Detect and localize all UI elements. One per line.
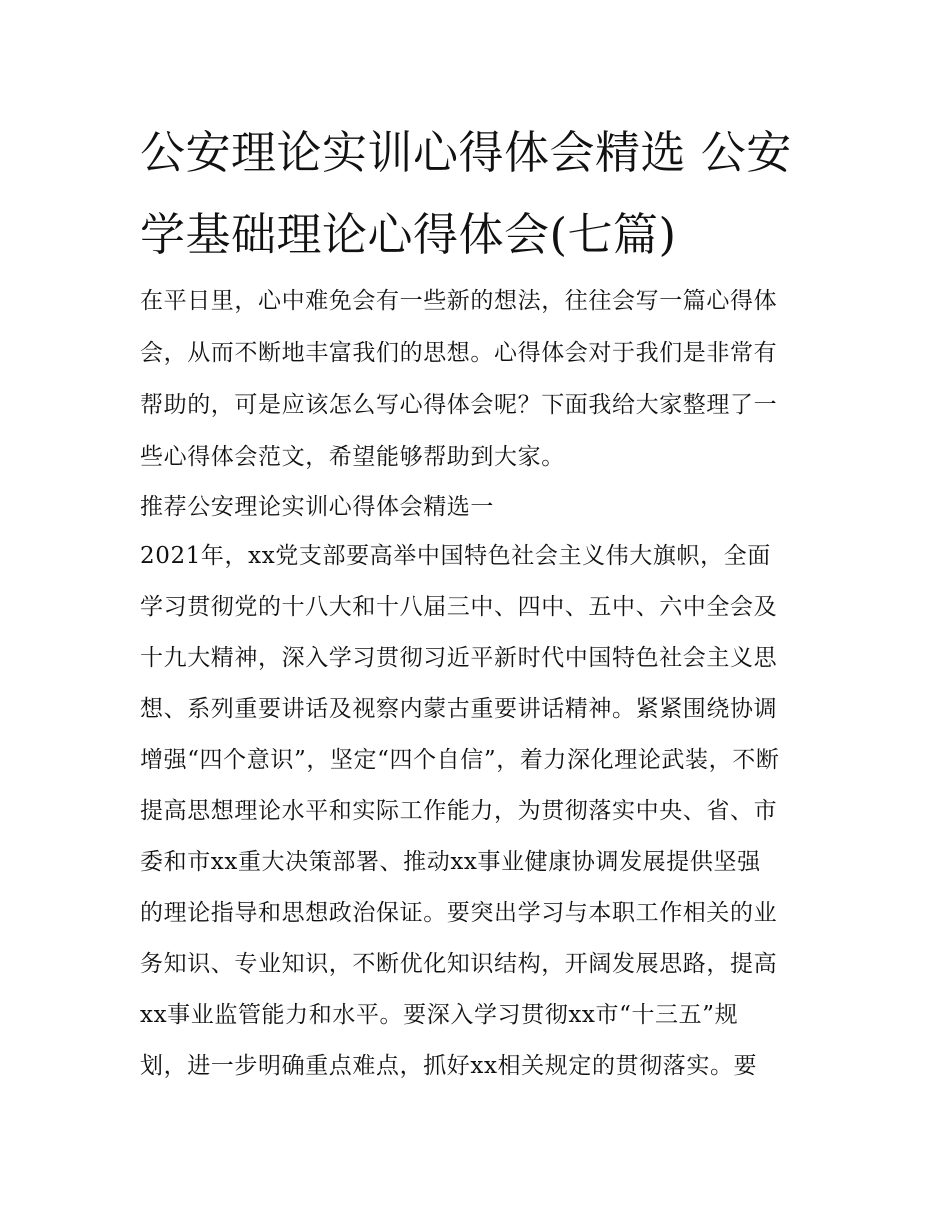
section-heading: 推荐公安理论实训心得体会精选一 xyxy=(140,494,494,520)
body-line: 提高思想理论水平和实际工作能力，为贯彻落实中央、省、市 xyxy=(140,798,778,824)
body-line: 划，进一步明确重点难点，抓好xx相关规定的贯彻落实。要 xyxy=(140,1053,758,1079)
body-line: 想、系列重要讲话及视察内蒙古重要讲话精神。紧紧围绕协调 xyxy=(140,696,778,722)
intro-line: 帮助的，可是应该怎么写心得体会呢？下面我给大家整理了一 xyxy=(140,392,778,418)
body-line: 2021年，xx党支部要高举中国特色社会主义伟大旗帜，全面 xyxy=(140,543,771,569)
body-line: 的理论指导和思想政治保证。要突出学习与本职工作相关的业 xyxy=(140,900,778,926)
intro-line: 些心得体会范文，希望能够帮助到大家。 xyxy=(140,444,565,470)
intro-line: 会，从而不断地丰富我们的思想。心得体会对于我们是非常有 xyxy=(140,340,778,366)
body-line: 十九大精神，深入学习贯彻习近平新时代中国特色社会主义思 xyxy=(140,645,778,671)
intro-line: 在平日里，心中难免会有一些新的想法，往往会写一篇心得体 xyxy=(140,288,778,314)
body-line: 务知识、专业知识，不断优化知识结构，开阔发展思路，提高 xyxy=(140,951,778,977)
body-line: 学习贯彻党的十八大和十八届三中、四中、五中、六中全会及 xyxy=(140,594,778,620)
document-title: 公安理论实训心得体会精选 公安学基础理论心得体会(七篇) xyxy=(140,126,792,261)
body-line: 增强“四个意识”，坚定“四个自信”，着力深化理论武装，不断 xyxy=(140,747,780,773)
body-line: xx事业监管能力和水平。要深入学习贯彻xx市“十三五”规 xyxy=(140,1002,739,1028)
body-line: 委和市xx重大决策部署、推动xx事业健康协调发展提供坚强 xyxy=(140,849,761,875)
